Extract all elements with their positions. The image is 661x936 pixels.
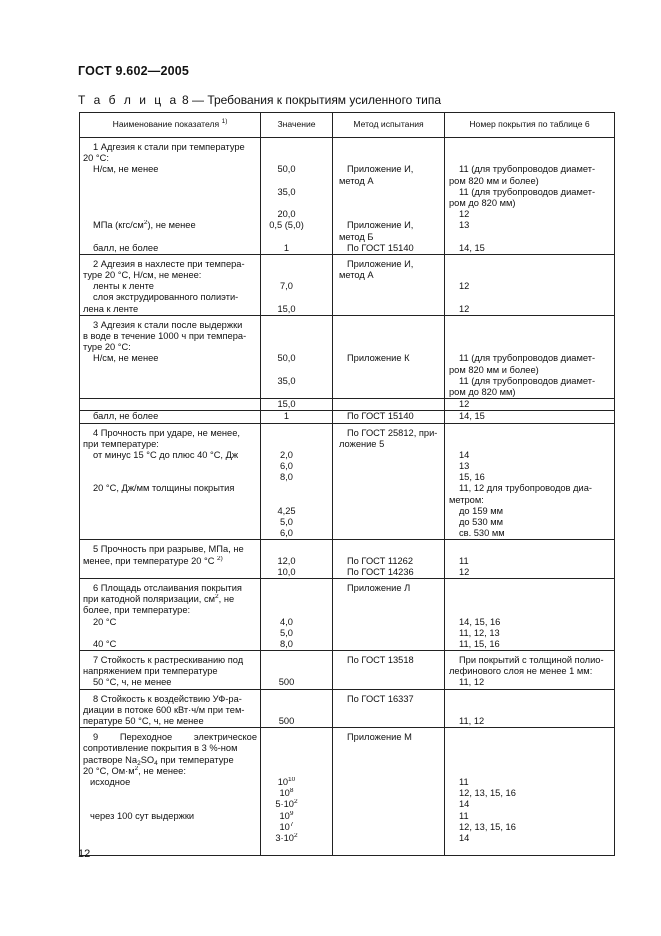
- table-row: [80, 315, 615, 398]
- method-cell: По ГОСТ 13518: [333, 651, 445, 690]
- col-header-value: Значение: [261, 113, 333, 138]
- coating-number-cell: 11 (для трубопроводов диамет- ром 820 мм и более) 11 (для трубопроводов диамет- ром до 820 мм): [445, 315, 615, 398]
- value-cell: 12,0 10,0: [261, 540, 333, 579]
- coating-number-cell: При покрытий с толщиной полио- лефинового слоя не менее 1 мм: 11, 12: [445, 651, 615, 690]
- method-cell: [333, 399, 445, 411]
- table-row: [80, 138, 615, 255]
- indicator-cell: 3 Адгезия к стали после выдержки в воде в течение 1000 ч при темпера- туре 20 °С: Н/см, не менее: [80, 315, 261, 398]
- method-cell: По ГОСТ 25812, при- ложение 5: [333, 423, 445, 540]
- indicator-cell: [80, 399, 261, 411]
- coating-number-cell: 14 13 15, 16 11, 12 для трубопроводов диа- метром: до 159 мм до 530 мм св. 530 мм: [445, 423, 615, 540]
- method-cell: Приложение Л: [333, 578, 445, 650]
- method-cell: По ГОСТ 15140: [333, 411, 445, 423]
- method-cell: По ГОСТ 11262 По ГОСТ 14236: [333, 540, 445, 579]
- coating-number-cell: 11 12: [445, 540, 615, 579]
- coating-number-cell: 14, 15, 16 11, 12, 13 11, 15, 16: [445, 578, 615, 650]
- coating-number-cell: 12 12: [445, 254, 615, 315]
- document-header: ГОСТ 9.602—2005: [78, 64, 190, 78]
- table-row: [80, 423, 615, 540]
- table-row: [80, 411, 615, 423]
- value-cell: 50,0 35,0: [261, 315, 333, 398]
- method-cell: Приложение И, метод А Приложение И, метод Б По ГОСТ 15140: [333, 138, 445, 255]
- value-cell: 1: [261, 411, 333, 423]
- coating-number-cell: 12: [445, 399, 615, 411]
- requirements-table: [79, 112, 615, 856]
- value-cell: 50,0 35,0 20,0 0,5 (5,0) 1: [261, 138, 333, 255]
- indicator-cell: 8 Стойкость к воздействию УФ-ра- диации в потоке 600 кВт·ч/м при тем- пературе 50 °С, ч, не менее: [80, 689, 261, 728]
- coating-number-cell: 11 12, 13, 15, 16 14 11 12, 13, 15, 16 14: [445, 728, 615, 856]
- method-cell: По ГОСТ 16337: [333, 689, 445, 728]
- value-cell: $10^{10}$ $10^8$ $5\cdot 10^2$ $10^9$ $10^7$ $3\cdot 10^2$: [261, 728, 333, 856]
- value-cell: 500: [261, 689, 333, 728]
- table-row: [80, 254, 615, 315]
- table-row: [80, 728, 615, 856]
- col-header-coating-number: Номер покрытия по таблице 6: [445, 113, 615, 138]
- indicator-cell: 1 Адгезия к стали при температуре 20 °С: Н/см, не менее МПа $(кгс/см^2)$, не менее балл, не более: [80, 138, 261, 255]
- table-row: [80, 689, 615, 728]
- value-cell: 2,0 6,0 8,0 4,25 5,0 6,0: [261, 423, 333, 540]
- table-row: [80, 578, 615, 650]
- table-title: [78, 93, 441, 107]
- coating-number-cell: 11, 12: [445, 689, 615, 728]
- table-row: [80, 540, 615, 579]
- method-cell: Приложение М: [333, 728, 445, 856]
- col-header-indicator: Наименование показателя $^{1)}$: [80, 113, 261, 138]
- method-cell: Приложение К: [333, 315, 445, 398]
- indicator-cell: 7 Стойкость к растрескиванию под напряжением при температуре 50 °С, ч, не менее: [80, 651, 261, 690]
- table-header-row: [80, 113, 615, 138]
- col-header-method: Метод испытания: [333, 113, 445, 138]
- coating-number-cell: 14, 15: [445, 411, 615, 423]
- indicator-cell: балл, не более: [80, 411, 261, 423]
- indicator-cell: 5 Прочность при разрыве, МПа, не менее, при температуре 20 °С $^{2)}$: [80, 540, 261, 579]
- value-cell: 15,0: [261, 399, 333, 411]
- indicator-cell: 2 Адгезия в нахлесте при темпера- туре 20 °С, Н/см, не менее: ленты к ленте слоя экструдированного полиэти- лена к ленте: [80, 254, 261, 315]
- page-number: 12: [78, 848, 91, 860]
- indicator-cell: 9 Переходное электрическое сопротивление покрытия в 3 %-ном растворе $Na_2SO_4$ при температуре 20 °С, $Ом\cdot м^2$, не менее: исходное через 100 сут выдержки: [80, 728, 261, 856]
- indicator-cell: 4 Прочность при ударе, не менее, при температуре: от минус 15 °С до плюс 40 °С, Дж 20 °С, Дж/мм толщины покрытия: [80, 423, 261, 540]
- coating-number-cell: 11 (для трубопроводов диамет- ром 820 мм и более) 11 (для трубопроводов диамет- ром до 820 мм) 12 13 14, 15: [445, 138, 615, 255]
- table-title-prefix: Т а б л и ц а: [78, 93, 179, 107]
- table-row: [80, 651, 615, 690]
- method-cell: Приложение И, метод А: [333, 254, 445, 315]
- table-row: [80, 399, 615, 411]
- value-cell: 7,0 15,0: [261, 254, 333, 315]
- value-cell: 500: [261, 651, 333, 690]
- indicator-cell: 6 Площадь отслаивания покрытия при катодной поляризации, $см^2$, не более, при температуре: 20 °С 40 °С: [80, 578, 261, 650]
- value-cell: 4,0 5,0 8,0: [261, 578, 333, 650]
- table-title-text: 8 — Требования к покрытиям усиленного типа: [178, 93, 442, 107]
